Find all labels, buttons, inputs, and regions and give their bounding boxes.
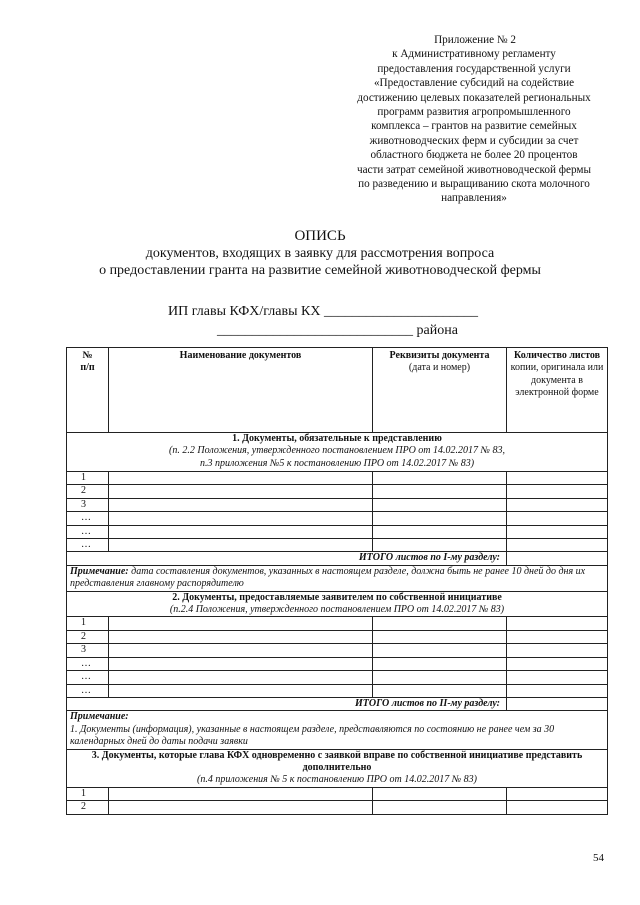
section-total-label: ИТОГО листов по I-му разделу:: [67, 552, 507, 565]
appendix-line: к Административному регламенту: [392, 48, 556, 61]
section-reference: (п.2.4 Положения, утвержденного постановлением ПРО от 14.02.2017 № 83): [169, 604, 505, 616]
table-row: 3: [67, 644, 608, 657]
appendix-line: программ развития агропромышленного: [377, 106, 571, 119]
district-line: ____________________________ района: [217, 323, 458, 338]
section-header: [67, 749, 608, 787]
appendix-line: Приложение № 2: [434, 34, 516, 46]
table-row: …: [67, 512, 608, 525]
section-header: [67, 591, 608, 617]
section-title: 2. Документы, предоставляемые заявителем по собственной инициативе: [172, 591, 502, 603]
appendix-line: части затрат семейной животноводческой фермы: [356, 163, 592, 176]
section-reference: (п. 2.2 Положения, утвержденного постановлением ПРО от 14.02.2017 № 83,: [169, 445, 505, 457]
page-number: 54: [593, 852, 604, 864]
table-row: 2: [67, 485, 608, 498]
document-title: ОПИСЬ: [294, 228, 346, 244]
table-row: 1: [67, 787, 608, 800]
document-subtitle-line2: о предоставлении гранта на развитие семейной животноводческой фермы: [99, 263, 541, 278]
document-subtitle-line1: документов, входящих в заявку для рассмотрения вопроса: [145, 246, 495, 261]
appendix-line: по разведению и выращиванию скота молочного: [358, 178, 590, 191]
table-row: …: [67, 525, 608, 538]
table-row: 2: [67, 801, 608, 814]
documents-table: [66, 347, 608, 815]
header-number: № п/п: [67, 348, 109, 433]
section-note: Примечание: дата составления документов, указанных в настоящем разделе, должна быть не ранее 10 дней до дня их представления главному распорядителю: [67, 565, 608, 591]
section-reference: (п.4 приложения № 5 к постановлению ПРО от 14.02.2017 № 83): [197, 774, 477, 786]
appendix-line: направления»: [441, 192, 507, 205]
section-reference: п.3 приложения №5 к постановлению ПРО от 14.02.2017 № 83): [199, 457, 475, 469]
appendix-header: [336, 33, 612, 206]
appendix-line: животноводческих ферм и субсидии за счет: [369, 134, 579, 147]
appendix-line: достижению целевых показателей региональных: [357, 91, 591, 104]
table-row: 2: [67, 630, 608, 643]
section-note-row: [67, 565, 608, 591]
section-title: 1. Документы, обязательные к представлению: [232, 433, 442, 444]
section-note-row: [67, 711, 608, 749]
header-sheet-count: Количество листов копии, оригинала или документа в электронной форме: [507, 348, 608, 433]
header-doc-name: Наименование документов: [109, 348, 373, 433]
header-requisites: Реквизиты документа (дата и номер): [373, 348, 507, 433]
appendix-line: комплекса – грантов на развитие семейных: [371, 120, 577, 133]
appendix-line: предоставления государственной услуги: [377, 62, 571, 75]
owner-block: [168, 302, 478, 340]
section-total-row: [67, 697, 608, 710]
section-title: 3. Документы, которые глава КФХ одновременно с заявкой вправе по собственной инициативе представить дополнительно: [91, 749, 583, 773]
table-header-row: [67, 348, 608, 433]
table-row: …: [67, 671, 608, 684]
appendix-line: «Предоставление субсидий на содействие: [373, 77, 575, 90]
table-row: 3: [67, 498, 608, 511]
owner-line: ИП главы КФХ/главы КХ ______________________: [168, 304, 478, 319]
section-total-row: [67, 552, 608, 565]
table-row: 1: [67, 617, 608, 630]
appendix-line: областного бюджета не более 20 процентов: [370, 149, 578, 162]
table-row: …: [67, 684, 608, 697]
section-total-label: ИТОГО листов по II-му разделу:: [67, 697, 507, 710]
section-note: Примечание: 1. Документы (информация), указанные в настоящем разделе, представляются по состоянию не ранее чем за 30 календарных дней до даты подачи заявки: [67, 711, 608, 749]
table-row: 1: [67, 472, 608, 485]
table-row: …: [67, 539, 608, 552]
section-header: [67, 433, 608, 472]
table-row: …: [67, 657, 608, 670]
